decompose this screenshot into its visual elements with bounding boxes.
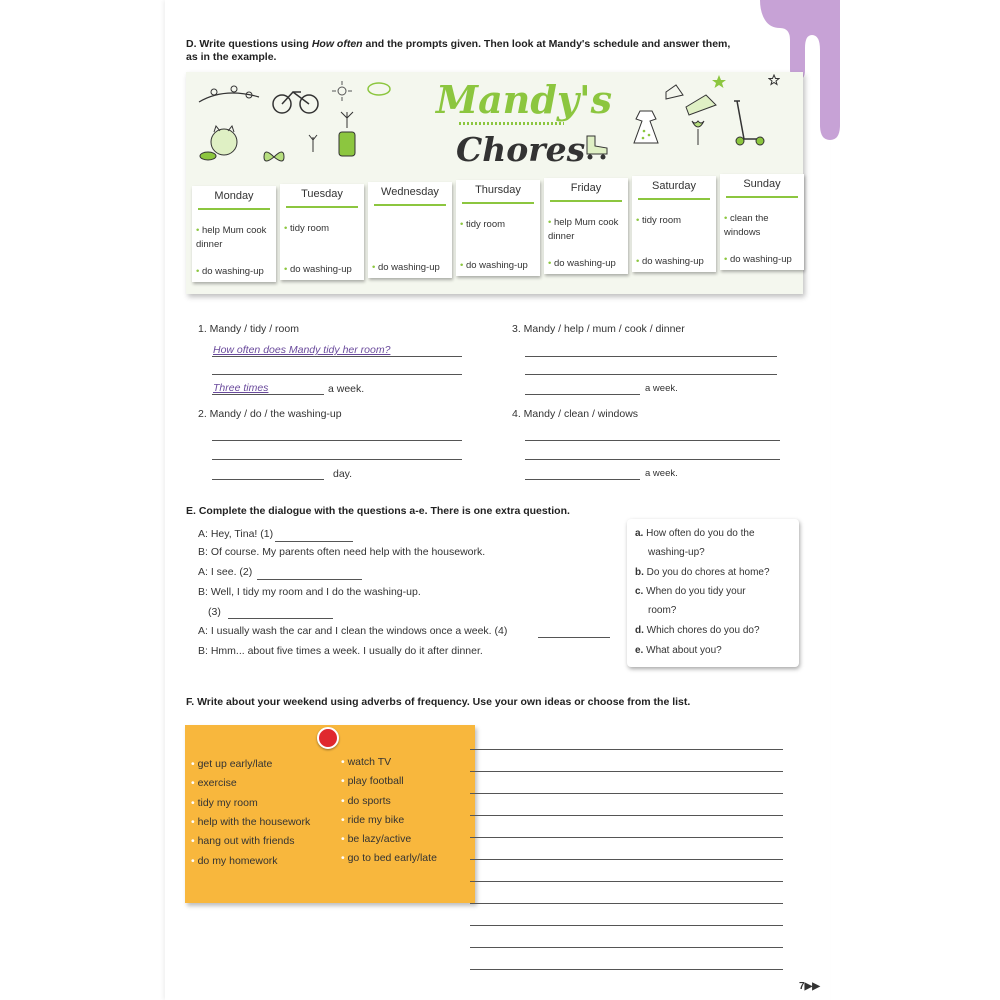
dialogue-line-3: A: I see. (2) [198, 566, 253, 578]
question-2-suffix: day. [333, 468, 353, 480]
star-outline-icon [768, 74, 780, 86]
answer-line[interactable] [212, 356, 462, 357]
chore-2: • do washing-up [196, 266, 264, 277]
dialogue-line-2: B: Of course. My parents often need help with the housework. [198, 546, 486, 558]
answer-blank-1[interactable] [275, 541, 353, 542]
answer-line[interactable] [525, 459, 780, 460]
sticky-note [185, 725, 475, 903]
sprout-icon [306, 132, 320, 152]
writing-line[interactable] [470, 925, 783, 926]
tulip-icon [686, 117, 710, 147]
banner-title-mandys: Mandy's [436, 77, 612, 122]
chore-2: • do washing-up [460, 260, 528, 271]
dialogue-line-5: (3) [208, 606, 221, 618]
writing-line[interactable] [470, 969, 783, 970]
day-card-tuesday [280, 184, 364, 280]
question-4-prompt: 4. Mandy / clean / windows [512, 408, 639, 420]
list-item: • ride my bike [341, 814, 405, 826]
red-pin-icon [317, 727, 339, 749]
question-1-example-frequency: Three times [213, 382, 269, 394]
list-item: • be lazy/active [341, 833, 412, 845]
day-card-monday [192, 186, 276, 282]
list-item: • tidy my room [191, 797, 258, 809]
option-a: a. How often do you do the [635, 528, 755, 539]
list-item: • exercise [191, 777, 237, 789]
list-item: • watch TV [341, 756, 392, 768]
writing-line[interactable] [470, 859, 783, 860]
dialogue-line-4: B: Well, I tidy my room and I do the washing-up. [198, 586, 421, 598]
option-b: b. Do you do chores at home? [635, 567, 770, 578]
banner-title-chores: Chores [456, 130, 586, 169]
day-card-wednesday [368, 182, 452, 278]
butterfly-icon [261, 147, 287, 167]
section-d-heading: D. Write questions using How often and the prompts given. Then look at Mandy's schedule and answer them, as in the example. [186, 38, 731, 63]
chore-1: • help Mum cook dinner [548, 217, 619, 242]
option-e: e. What about you? [635, 645, 722, 656]
day-card-friday [544, 178, 628, 274]
chore-1: • tidy room [284, 223, 330, 234]
list-item: • go to bed early/late [341, 852, 437, 864]
day-card-saturday [632, 176, 716, 272]
option-c: c. When do you tidy your [635, 586, 746, 597]
rollerskate-icon [581, 132, 611, 160]
sun-icon [331, 80, 353, 102]
answer-line[interactable] [525, 356, 777, 357]
chore-1: • help Mum cook dinner [196, 225, 267, 250]
day-card-thursday [456, 180, 540, 276]
answer-blank-2[interactable] [257, 579, 362, 580]
chore-2: • do washing-up [548, 258, 616, 269]
chore-1: • clean the windows [724, 213, 769, 238]
page-number: 7▶▶ [799, 981, 820, 992]
star-icon [711, 74, 727, 90]
day-name: Tuesday [301, 188, 343, 200]
dialogue-line-6: A: I usually wash the car and I clean the windows once a week. (4) [198, 625, 508, 637]
answer-line[interactable] [212, 394, 324, 395]
question-3-suffix: a week. [645, 383, 678, 394]
answer-line[interactable] [212, 374, 462, 375]
day-name: Friday [570, 182, 602, 194]
jar-plant-icon [336, 110, 358, 160]
day-card-sunday [720, 174, 804, 270]
title-underline [459, 122, 564, 125]
list-item: • hang out with friends [191, 835, 295, 847]
answer-line[interactable] [212, 459, 462, 460]
writing-line[interactable] [470, 771, 783, 772]
writing-line[interactable] [470, 881, 783, 882]
chore-2: • do washing-up [636, 256, 704, 267]
answer-line[interactable] [212, 440, 462, 441]
bicycle-icon [271, 84, 321, 116]
answer-blank-4[interactable] [538, 637, 610, 638]
option-a-cont: washing-up? [648, 547, 705, 558]
answer-line[interactable] [525, 440, 780, 441]
question-1-example-answer: How often does Mandy tidy her room? [213, 344, 391, 356]
section-e-heading: E. Complete the dialogue with the questions a-e. There is one extra question. [186, 505, 570, 517]
chore-1: • tidy room [460, 219, 506, 230]
section-f-heading: F. Write about your weekend using adverbs of frequency. Use your own ideas or choose from the list. [186, 696, 691, 708]
day-name: Saturday [651, 180, 697, 192]
answer-blank-3[interactable] [228, 618, 333, 619]
scooter-icon [726, 97, 766, 147]
dialogue-line-1: A: Hey, Tina! (1) [198, 528, 274, 540]
flower-branch-icon [194, 77, 264, 107]
answer-line[interactable] [525, 394, 640, 395]
chore-2: • do washing-up [724, 254, 792, 265]
chore-2: • do washing-up [284, 264, 352, 275]
options-box [627, 519, 799, 667]
list-item: • get up early/late [191, 758, 273, 770]
dress-icon [626, 107, 666, 147]
option-c-cont: room? [648, 605, 677, 616]
answer-line[interactable] [212, 479, 324, 480]
writing-line[interactable] [470, 837, 783, 838]
chores-schedule-banner [186, 72, 803, 294]
list-item: • play football [341, 775, 404, 787]
question-2-prompt: 2. Mandy / do / the washing-up [198, 408, 342, 420]
writing-line[interactable] [470, 793, 783, 794]
question-1-suffix: a week. [328, 383, 365, 395]
day-name: Wednesday [381, 186, 439, 198]
day-name: Sunday [743, 178, 781, 190]
chore-1: • tidy room [636, 215, 682, 226]
list-item: • do my homework [191, 855, 278, 867]
flower-pot-icon [366, 80, 392, 98]
writing-line[interactable] [470, 947, 783, 948]
workbook-page [165, 0, 830, 1000]
day-name: Monday [214, 190, 254, 202]
cat-icon [198, 122, 243, 162]
day-name: Thursday [475, 184, 521, 196]
option-d: d. Which chores do you do? [635, 625, 760, 636]
answer-line[interactable] [525, 374, 777, 375]
question-4-suffix: a week. [645, 468, 678, 479]
writing-line[interactable] [470, 903, 783, 904]
writing-line[interactable] [470, 749, 783, 750]
question-1-prompt: 1. Mandy / tidy / room [198, 323, 299, 335]
dialogue-line-7: B: Hmm... about five times a week. I usually do it after dinner. [198, 645, 483, 657]
question-3-prompt: 3. Mandy / help / mum / cook / dinner [512, 323, 685, 335]
writing-line[interactable] [470, 815, 783, 816]
chore-2: • do washing-up [372, 262, 440, 273]
list-item: • do sports [341, 795, 391, 807]
list-item: • help with the housework [191, 816, 311, 828]
answer-line[interactable] [525, 479, 640, 480]
